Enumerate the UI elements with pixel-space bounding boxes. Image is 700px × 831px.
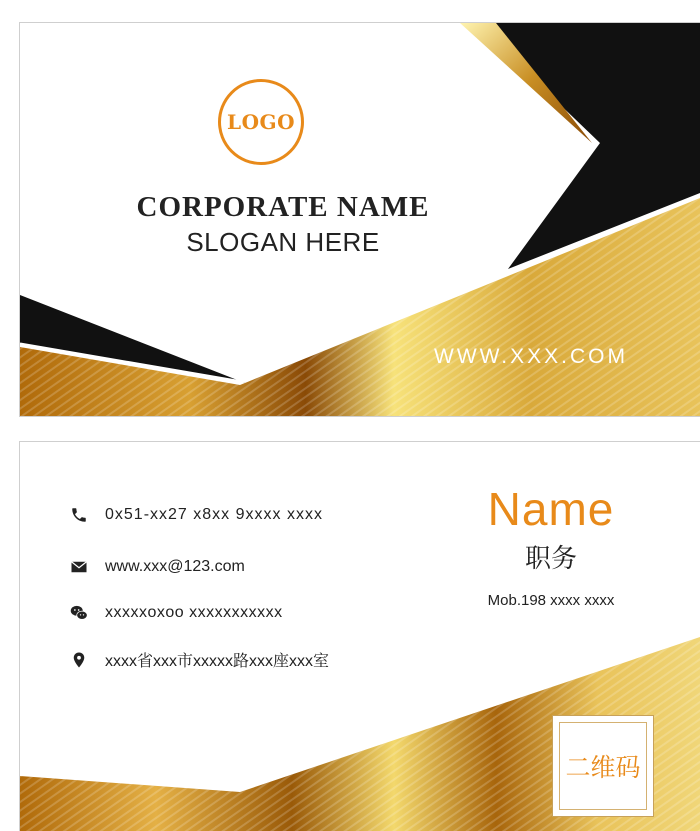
phone-text: 0x51-xx27 x8xx 9xxxx xxxx [105, 506, 323, 523]
mail-icon [70, 558, 88, 576]
qr-code-inner [559, 722, 647, 810]
location-pin-icon [70, 651, 88, 669]
email-text: www.xxx@123.com [105, 558, 245, 575]
logo [218, 79, 304, 165]
job-title: 职务 [524, 544, 577, 574]
website: WWW.XXX.COM [434, 345, 628, 368]
contact-wechat [70, 604, 283, 622]
logo-text: LOGO [227, 110, 295, 134]
phone-icon [70, 506, 88, 524]
contact-phone [70, 506, 323, 524]
wechat-text: xxxxxoxoo xxxxxxxxxxx [105, 604, 283, 621]
slogan: SLOGAN HERE [186, 227, 380, 257]
contact-address [70, 648, 329, 671]
business-card-front [20, 23, 700, 416]
qr-label: 二维码 [565, 753, 641, 782]
qr-code-placeholder [552, 715, 654, 817]
corporate-name: CORPORATE NAME [136, 191, 430, 223]
person-name: Name [487, 483, 615, 535]
wechat-icon [70, 604, 88, 622]
contact-email [70, 558, 245, 576]
business-card-back [20, 442, 700, 831]
address-text: xxxx省xxx市xxxxx路xxx座xxx室 [105, 653, 330, 670]
mobile-number: Mob.198 xxxx xxxx [487, 592, 615, 609]
